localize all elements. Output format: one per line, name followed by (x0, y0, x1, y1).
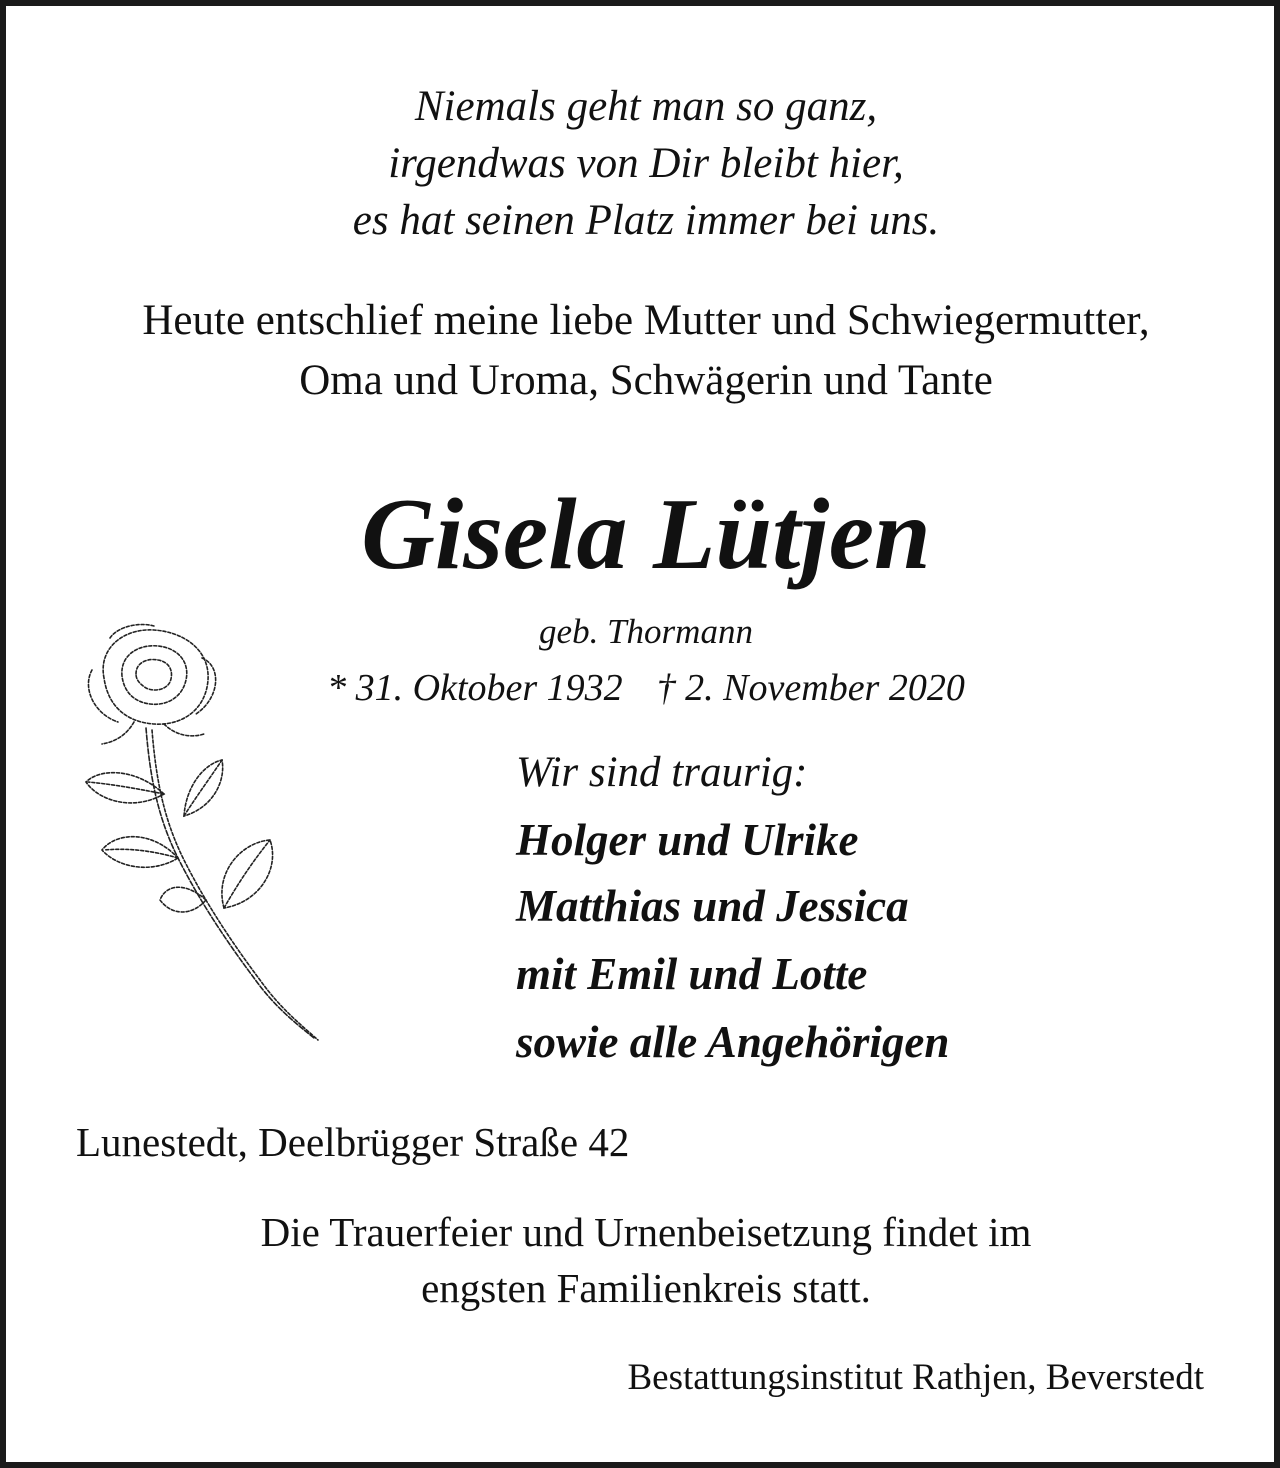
service-line-1: Die Trauerfeier und Urnenbeisetzung findet im (260, 1209, 1032, 1255)
death-date: † 2. November 2020 (656, 667, 965, 709)
mourner-line-1: Holger und Ulrike (516, 815, 859, 865)
birth-name: geb. Thormann (539, 612, 753, 651)
verse-line-1: Niemals geht man so ganz, (414, 83, 878, 130)
mourner-line-2: Matthias und Jessica (516, 881, 909, 931)
verse-line-2: irgendwas von Dir bleibt hier, (388, 140, 904, 187)
undertaker: Bestattungsinstitut Rathjen, Beverstedt (627, 1357, 1204, 1398)
mourner-line-3: mit Emil und Lotte (516, 949, 868, 999)
service-line-2: engsten Familienkreis statt. (421, 1265, 871, 1311)
rose-icon (74, 618, 334, 1058)
intro-line-1: Heute entschlief meine liebe Mutter und Schwiegermutter, (142, 297, 1150, 344)
mourning-intro: Wir sind traurig: (516, 749, 808, 796)
mourner-line-4: sowie alle Angehörigen (516, 1017, 950, 1067)
deceased-name: Gisela Lütjen (361, 478, 931, 591)
verse-line-3: es hat seinen Platz immer bei uns. (352, 197, 940, 244)
birth-date: * 31. Oktober 1932 (327, 667, 623, 709)
address: Lunestedt, Deelbrügger Straße 42 (76, 1119, 630, 1165)
intro-line-2: Oma und Uroma, Schwägerin und Tante (299, 357, 993, 404)
